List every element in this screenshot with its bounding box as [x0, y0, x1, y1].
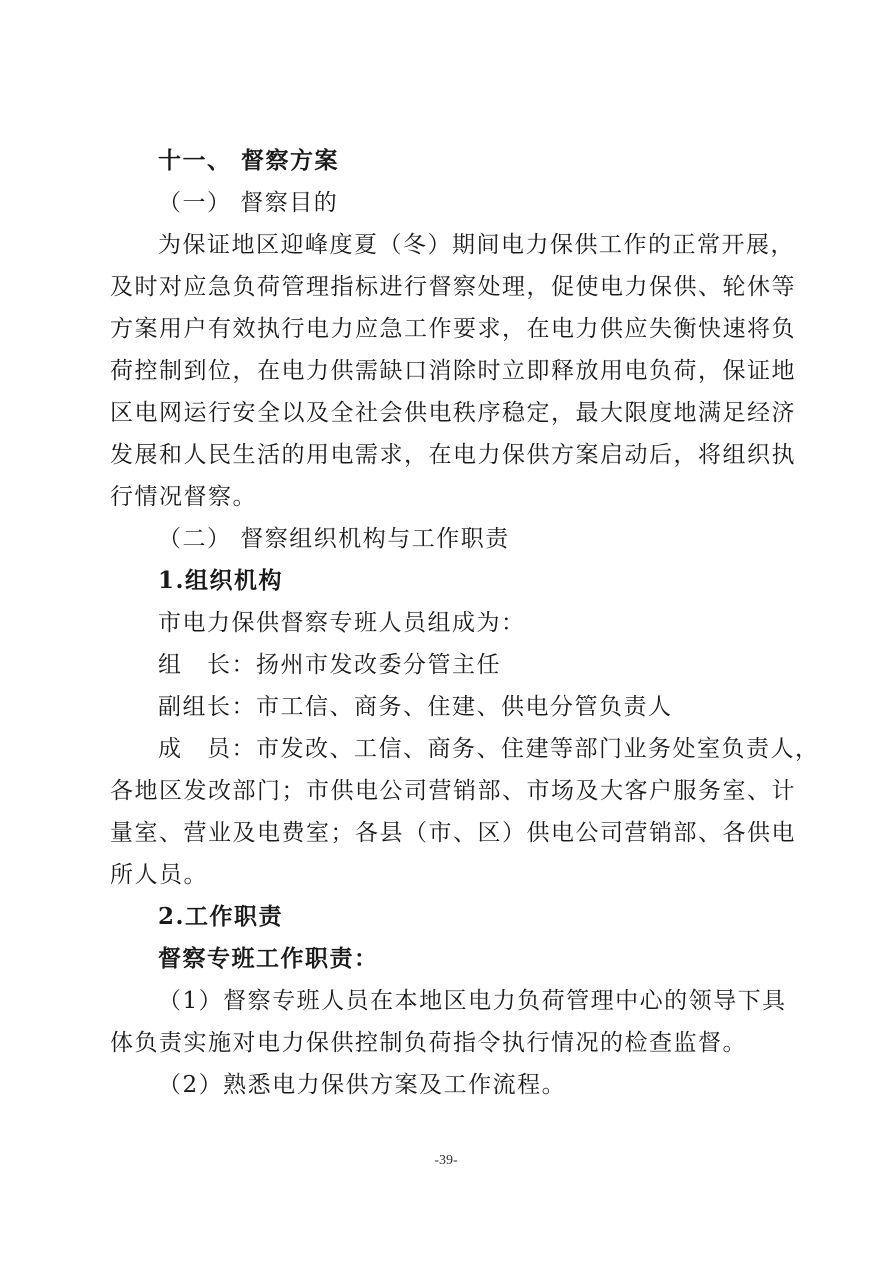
page-number: -39- [434, 1153, 458, 1168]
org-members-line: 各地区发改部门；市供电公司营销部、市场及大客户服务室、计 [110, 778, 796, 804]
org-heading: 1.组织机构 [158, 567, 284, 594]
paragraph-line: 发展和人民生活的用电需求，在电力保供方案启动后，将组织执 [110, 442, 796, 468]
org-members-line: 量室、营业及电费室；各县（市、区）供电公司营销部、各供电 [110, 820, 796, 846]
org-deputy: 副组长：市工信、商务、住建、供电分管负责人 [158, 694, 673, 720]
section-heading: 十一、 督察方案 [158, 147, 340, 174]
paragraph-line: 方案用户有效执行电力应急工作要求，在电力供应失衡快速将负 [110, 316, 796, 342]
org-members-line: 成 员：市发改、工信、商务、住建等部门业务处室负责人， [158, 736, 820, 762]
paragraph-line: 区电网运行安全以及全社会供电秩序稳定，最大限度地满足经济 [110, 400, 796, 426]
paragraph-line: 及时对应急负荷管理指标进行督察处理，促使电力保供、轮休等 [110, 274, 796, 300]
duty-heading: 2.工作职责 [158, 903, 284, 930]
paragraph-line: 为保证地区迎峰度夏（冬）期间电力保供工作的正常开展， [158, 232, 795, 258]
org-intro: 市电力保供督察专班人员组成为： [158, 610, 526, 636]
duty-item-line: （1）督察专班人员在本地区电力负荷管理中心的领导下具 [158, 988, 787, 1014]
paragraph-line: 荷控制到位，在电力供需缺口消除时立即释放用电负荷，保证地 [110, 358, 796, 384]
duty-item-line: 体负责实施对电力保供控制负荷指令执行情况的检查监督。 [110, 1030, 747, 1056]
org-members-line: 所人员。 [110, 862, 208, 888]
paragraph-line: 行情况督察。 [110, 484, 257, 510]
org-leader: 组 长：扬州市发改委分管主任 [158, 652, 501, 678]
duty-sub-heading: 督察专班工作职责： [158, 945, 379, 972]
subsection-heading-purpose: （一） 督察目的 [158, 190, 339, 216]
duty-item-line: （2）熟悉电力保供方案及工作流程。 [158, 1072, 567, 1098]
subsection-heading-organization: （二） 督察组织机构与工作职责 [158, 526, 510, 552]
